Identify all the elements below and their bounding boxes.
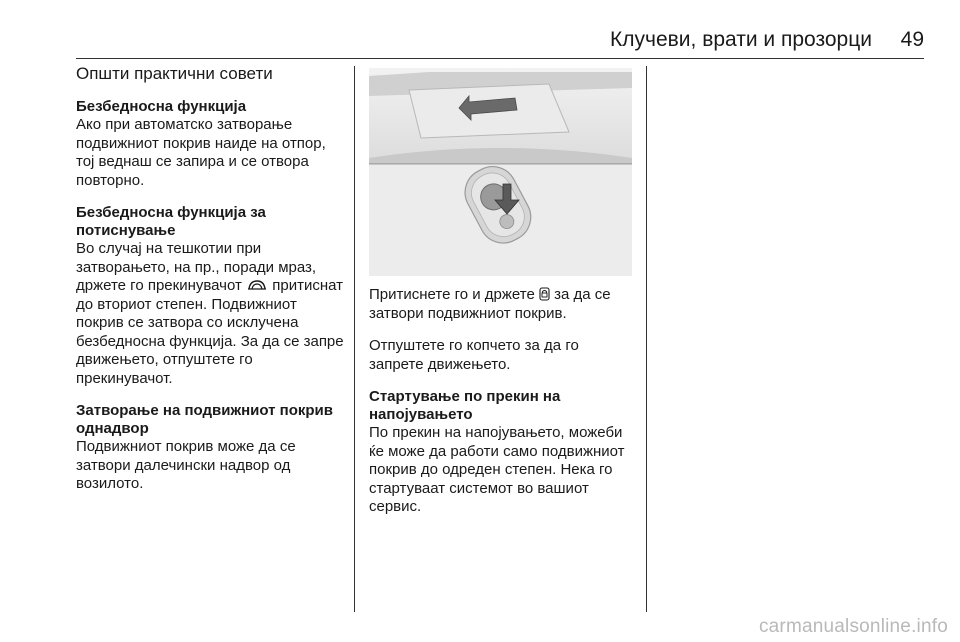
header-rule: [76, 58, 924, 59]
paragraph-remote-close: Подвижниот покрив може да се затвори далечински надвор од возилото.: [76, 438, 296, 492]
remote-lock-key-icon: [539, 287, 550, 301]
paragraph-override-text-a: Во случај на тешкотии при затворањето, на пр., поради мраз, држете го прекинувачот: [76, 240, 317, 294]
subheading-override-line1: Безбедносна функција за: [76, 204, 266, 221]
subheading-power-restore-line1: Стартување по прекин на: [369, 388, 561, 405]
paragraph-safety-function: Ако при автоматско затворање подвижниот покрив наиде на отпор, тој веднаш се запира и се отвора повторно.: [76, 116, 326, 189]
subheading-remote-close-line2: однадвор: [76, 420, 149, 437]
paragraph-power-restore: По прекин на напојувањето, можеби ќе може да работи само подвижниот покрив до одреден степен. Нека го стартуваат системот во вашиот сервис.: [369, 424, 625, 515]
subheading-power-restore-line2: напојувањето: [369, 406, 473, 423]
paragraph-press-hold-text-b: за да се затвори подвижниот покрив.: [369, 286, 611, 322]
right-column: [369, 286, 635, 531]
subheading-remote-close-line1: Затворање на подвижниот покрив: [76, 402, 333, 419]
watermark: carmanualsonline.info: [758, 616, 948, 637]
sunroof-switch-icon: [246, 278, 268, 292]
paragraph-press-hold-text-a: Притиснете го и држете: [369, 286, 535, 303]
section-title: Општи практични совети: [76, 64, 273, 83]
left-column: [76, 64, 348, 508]
sunroof-remote-illustration: [369, 68, 632, 276]
paragraph-release: Отпуштете го копчето за да го запрете движењето.: [369, 337, 579, 373]
paragraph-override: [76, 240, 348, 388]
paragraph-press-hold: [369, 286, 635, 323]
page-header-title: Клучеви, врати и прозорци: [610, 28, 872, 51]
subheading-override-line2: потиснување: [76, 222, 176, 239]
column-divider-right: [646, 66, 647, 612]
page-number: 49: [900, 28, 924, 51]
paragraph-override-text-b: притиснат до вториот степен. Подвижниот покрив се затвора со исклучена безбедносна функција. За да се запре движењето, отпуштете го прекинувачот.: [76, 277, 344, 387]
subheading-safety-function: Безбедносна функција: [76, 98, 247, 115]
column-divider-left: [354, 66, 355, 612]
